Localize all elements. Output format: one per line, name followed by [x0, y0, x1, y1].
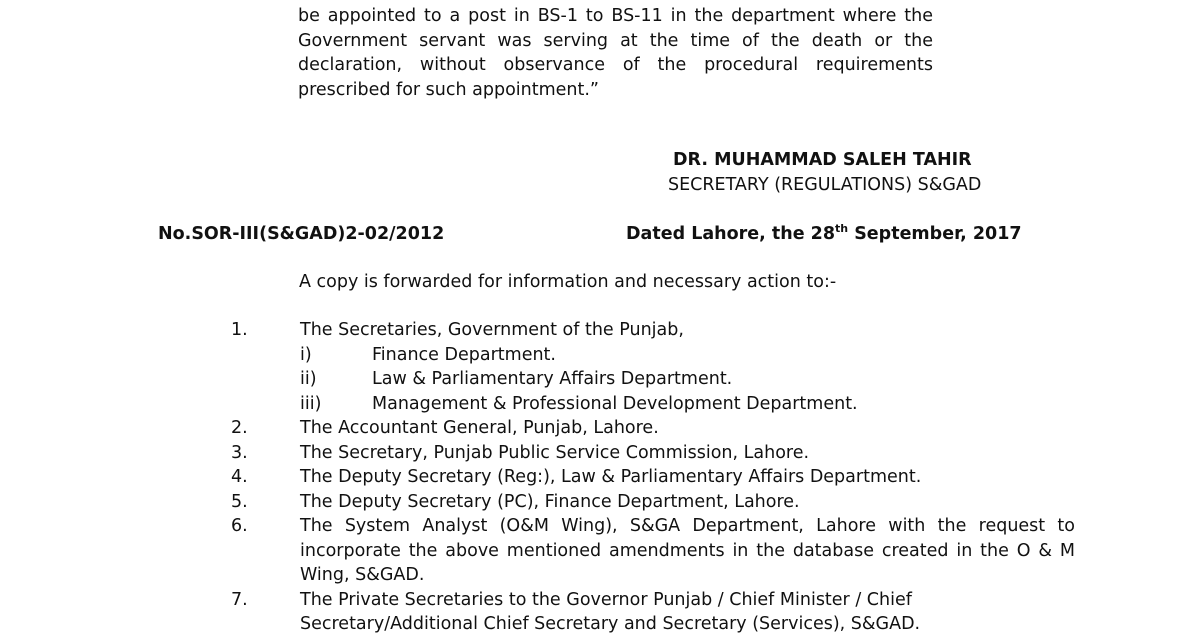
list-item — [0, 514, 1200, 588]
list-item-text — [300, 588, 920, 637]
sub-item-number: i) — [300, 344, 312, 365]
sub-item-number: ii) — [300, 369, 317, 389]
list-item-number: 4. — [231, 467, 248, 487]
sub-list-item — [0, 367, 1200, 392]
sub-item-text: Management & Professional Development Department. — [372, 393, 858, 414]
list-item — [0, 318, 1200, 343]
list-item-number: 7. — [231, 589, 248, 610]
paragraph-line: declaration, without observance of the procedural requirements — [298, 55, 933, 75]
list-item-line: incorporate the above mentioned amendments in the database created in the O & M — [300, 540, 1075, 561]
list-item-line: The Private Secretaries to the Governor Punjab / Chief Minister / Chief — [300, 589, 912, 610]
list-item-text: The Secretaries, Government of the Punjab, — [300, 320, 684, 340]
list-item-text: The Secretary, Punjab Public Service Commission, Lahore. — [300, 442, 810, 463]
date-prefix: Dated Lahore, the 28 — [626, 224, 836, 244]
paragraph-line: Government servant was serving at the time of the death or the — [298, 30, 933, 51]
list-item — [0, 465, 1200, 490]
list-item — [0, 490, 1200, 515]
paragraph-line: be appointed to a post in BS-1 to BS-11 in the department where the — [298, 6, 933, 26]
list-item — [0, 588, 1200, 637]
closing-paragraph — [298, 4, 933, 102]
reference-number: No.SOR-III(S&GAD)2-02/2012 — [158, 224, 445, 244]
list-item — [0, 416, 1200, 441]
list-item-line: Secretary/Additional Chief Secretary and Secretary (Services), S&GAD. — [300, 614, 921, 634]
list-item-text: The Accountant General, Punjab, Lahore. — [300, 418, 659, 438]
list-item-text — [300, 514, 1075, 588]
list-item-number: 1. — [231, 320, 248, 340]
date-suffix: September, 2017 — [848, 224, 1022, 244]
sub-item-number: iii) — [300, 393, 322, 414]
list-item — [0, 441, 1200, 466]
sub-list-item — [0, 392, 1200, 417]
list-item-number: 3. — [231, 442, 248, 463]
list-item-number: 5. — [231, 491, 248, 512]
reference-date — [626, 222, 1022, 247]
list-item-line: Wing, S&GAD. — [300, 565, 425, 585]
signatory-title: SECRETARY (REGULATIONS) S&GAD — [668, 175, 982, 195]
signatory-name: DR. MUHAMMAD SALEH TAHIR — [673, 150, 972, 170]
date-superscript: th — [835, 222, 849, 236]
list-item-number: 2. — [231, 418, 248, 438]
list-item-number: 6. — [231, 516, 248, 536]
paragraph-line: prescribed for such appointment.” — [298, 79, 599, 100]
sub-item-text: Finance Department. — [372, 344, 556, 365]
sub-item-text: Law & Parliamentary Affairs Department. — [372, 369, 733, 389]
forwarding-intro: A copy is forwarded for information and necessary action to:- — [299, 272, 837, 292]
sub-list-item — [0, 343, 1200, 368]
list-item-text: The Deputy Secretary (Reg:), Law & Parliamentary Affairs Department. — [300, 467, 922, 487]
list-item-text: The Deputy Secretary (PC), Finance Department, Lahore. — [300, 491, 800, 512]
list-item-line: The System Analyst (O&M Wing), S&GA Department, Lahore with the request to — [300, 516, 1075, 536]
